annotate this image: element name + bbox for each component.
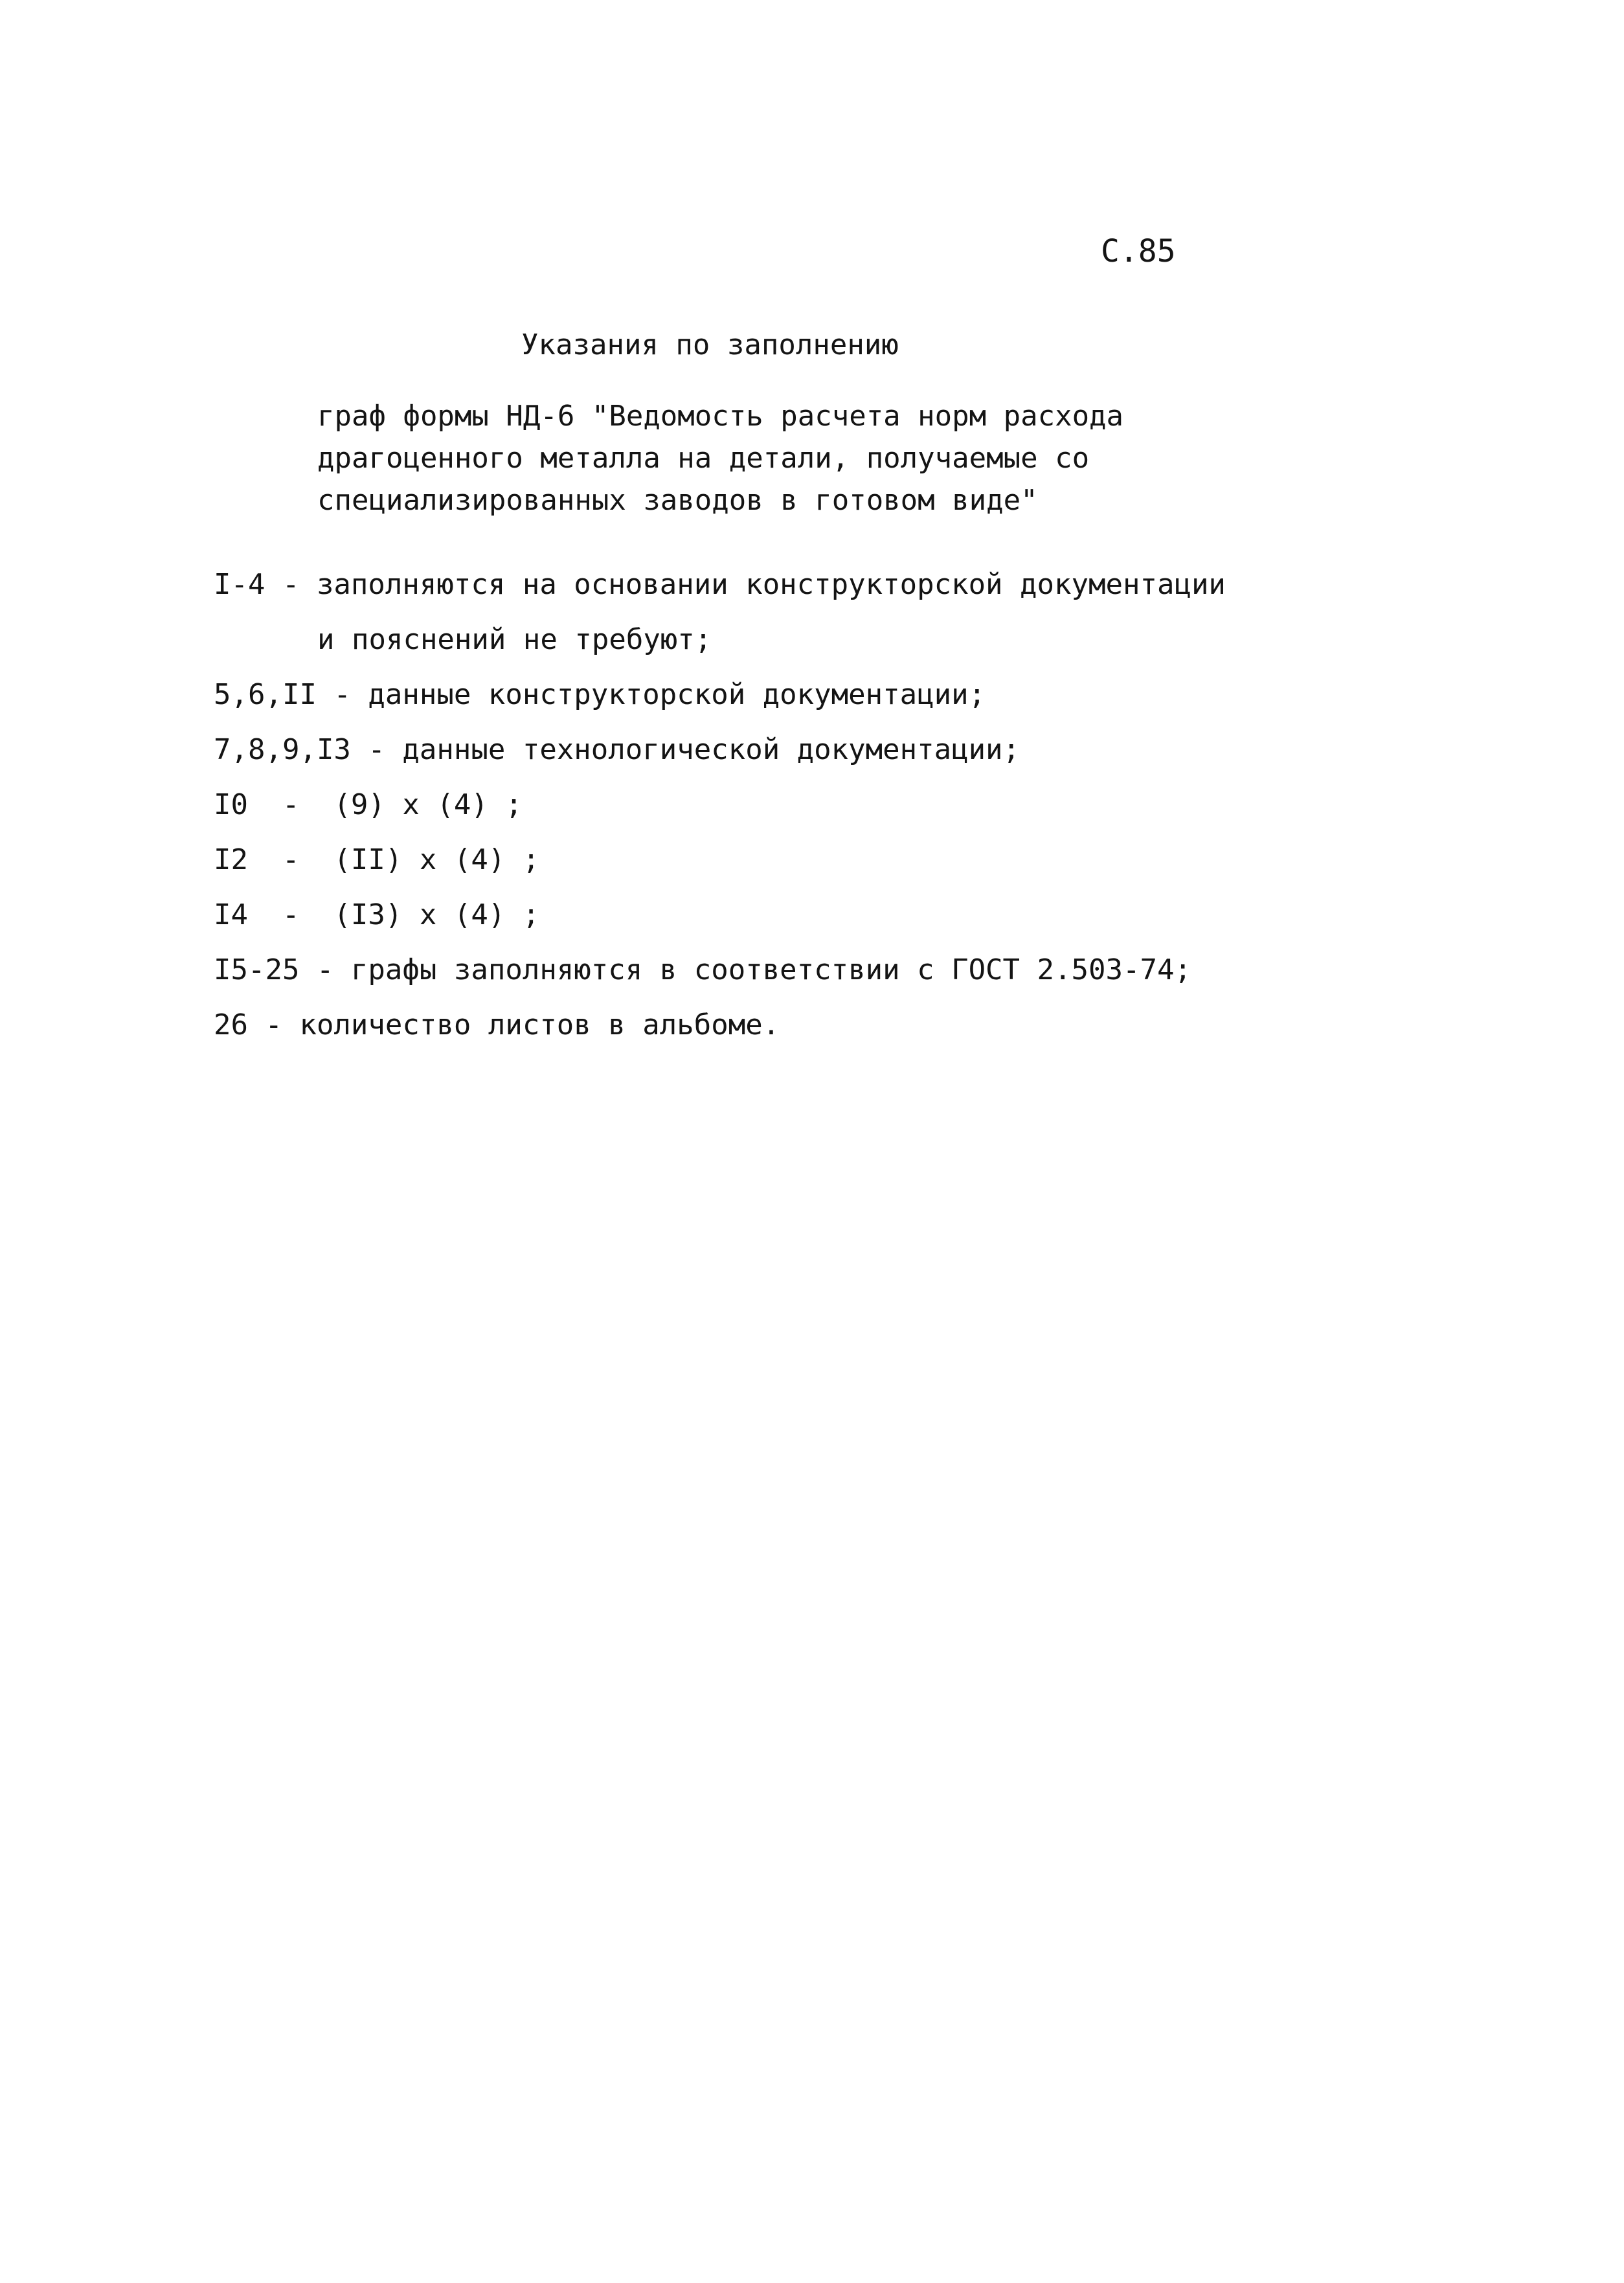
subheading-line: драгоценного металла на детали, получаемые со: [317, 442, 1090, 475]
instruction-line: I5-25 - графы заполняются в соответствии с ГОСТ 2.503-74;: [214, 953, 1191, 986]
instruction-line: 5,6,II - данные конструкторской документации;: [214, 678, 986, 711]
instruction-line: 26 - количество листов в альбоме.: [214, 1008, 780, 1041]
page-number: С.85: [1101, 233, 1176, 269]
subheading-line: граф формы НД-6 "Ведомость расчета норм расхода: [317, 400, 1124, 433]
instruction-line: I-4 - заполняются на основании конструкторской документации: [214, 568, 1226, 601]
instruction-line: 7,8,9,I3 - данные технологической документации;: [214, 733, 1021, 766]
instruction-line: I0 - (9) x (4) ;: [214, 788, 523, 821]
instruction-line: I2 - (II) x (4) ;: [214, 843, 540, 876]
page-title: Указания по заполнению: [521, 328, 899, 361]
instruction-line: I4 - (I3) x (4) ;: [214, 898, 540, 931]
instruction-line: и пояснений не требуют;: [317, 623, 712, 656]
subheading-line: специализированных заводов в готовом виде": [317, 484, 1038, 517]
